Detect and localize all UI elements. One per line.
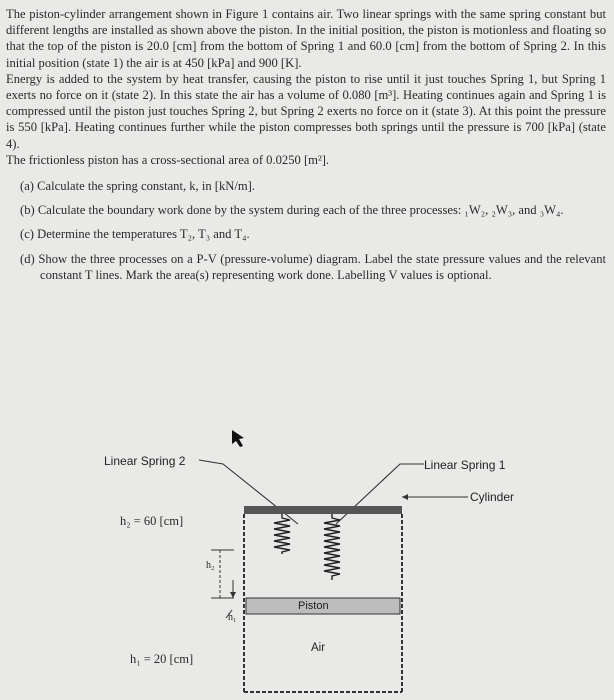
problem-text — [6, 6, 606, 291]
h1-arrowhead — [230, 592, 236, 598]
air-label: Air — [311, 642, 326, 654]
cursor-arrow-icon — [232, 430, 244, 447]
problem-paragraph-3: The frictionless piston has a cross-sectional area of 0.0250 [m²]. — [6, 152, 330, 167]
question-c: (c) Determine the temperatures T₂, T₃ and T₄. — [20, 227, 250, 242]
piston-cylinder-figure — [0, 420, 614, 700]
spring-2 — [274, 514, 290, 554]
question-a: (a) Calculate the spring constant, k, in [kN/m]. — [20, 179, 256, 194]
figure-1 — [0, 420, 614, 700]
question-b: (b) Calculate the boundary work done by the system during each of the three processes: ₁W₂, ₂W₃, and ₃W₄. — [20, 203, 564, 218]
h1-short-label: h₁ — [228, 612, 237, 623]
cylinder-top-plate — [244, 506, 402, 514]
h2-value-label: h₂ = 60 [cm] — [120, 514, 184, 528]
spring2-leader-line — [199, 460, 298, 524]
question-d: (d) Show the three processes on a P-V (pressure-volume) diagram. Label the state pressure values and the relevant constant T lines. Mark the area(s) representing work done. Labelling V values is optional. — [20, 251, 606, 282]
h1-value-label: h₁ = 20 [cm] — [130, 652, 194, 666]
spring2-label: Linear Spring 2 — [104, 454, 186, 468]
question-list — [20, 178, 606, 283]
cylinder-label: Cylinder — [470, 490, 515, 504]
problem-paragraph-2: Energy is added to the system by heat transfer, causing the piston to rise until it just touches Spring 1, but Spring 1 exerts no force on it (state 2). In this state the air has a volume of 0.080 [m³]. Heating continues again and Spring 1 is compressed until the piston just touches Spring 2, but Spring 2 exerts no force on it (state 3). At this point the pressure is 550 [kPa]. Heating continues further while the piston compresses both springs until the pressure is 700 [kPa] (state 4). — [6, 71, 606, 151]
cylinder-arrowhead — [402, 494, 408, 500]
piston-label: Piston — [298, 600, 329, 612]
h2-short-label: h₂ — [206, 560, 215, 571]
spring1-label: Linear Spring 1 — [424, 458, 506, 472]
spring-1 — [324, 514, 340, 580]
problem-paragraph-1: The piston-cylinder arrangement shown in Figure 1 contains air. Two linear springs with the same spring constant but different lengths are installed as shown above the piston. In the initial position, the piston is motionless and floating so that the top of the piston is 20.0 [cm] from the bottom of Spring 1 and 60.0 [cm] from the bottom of Spring 2. In this initial position (state 1) the air is at 450 [kPa] and 900 [K]. — [6, 7, 606, 70]
spring1-leader-line — [336, 464, 424, 524]
